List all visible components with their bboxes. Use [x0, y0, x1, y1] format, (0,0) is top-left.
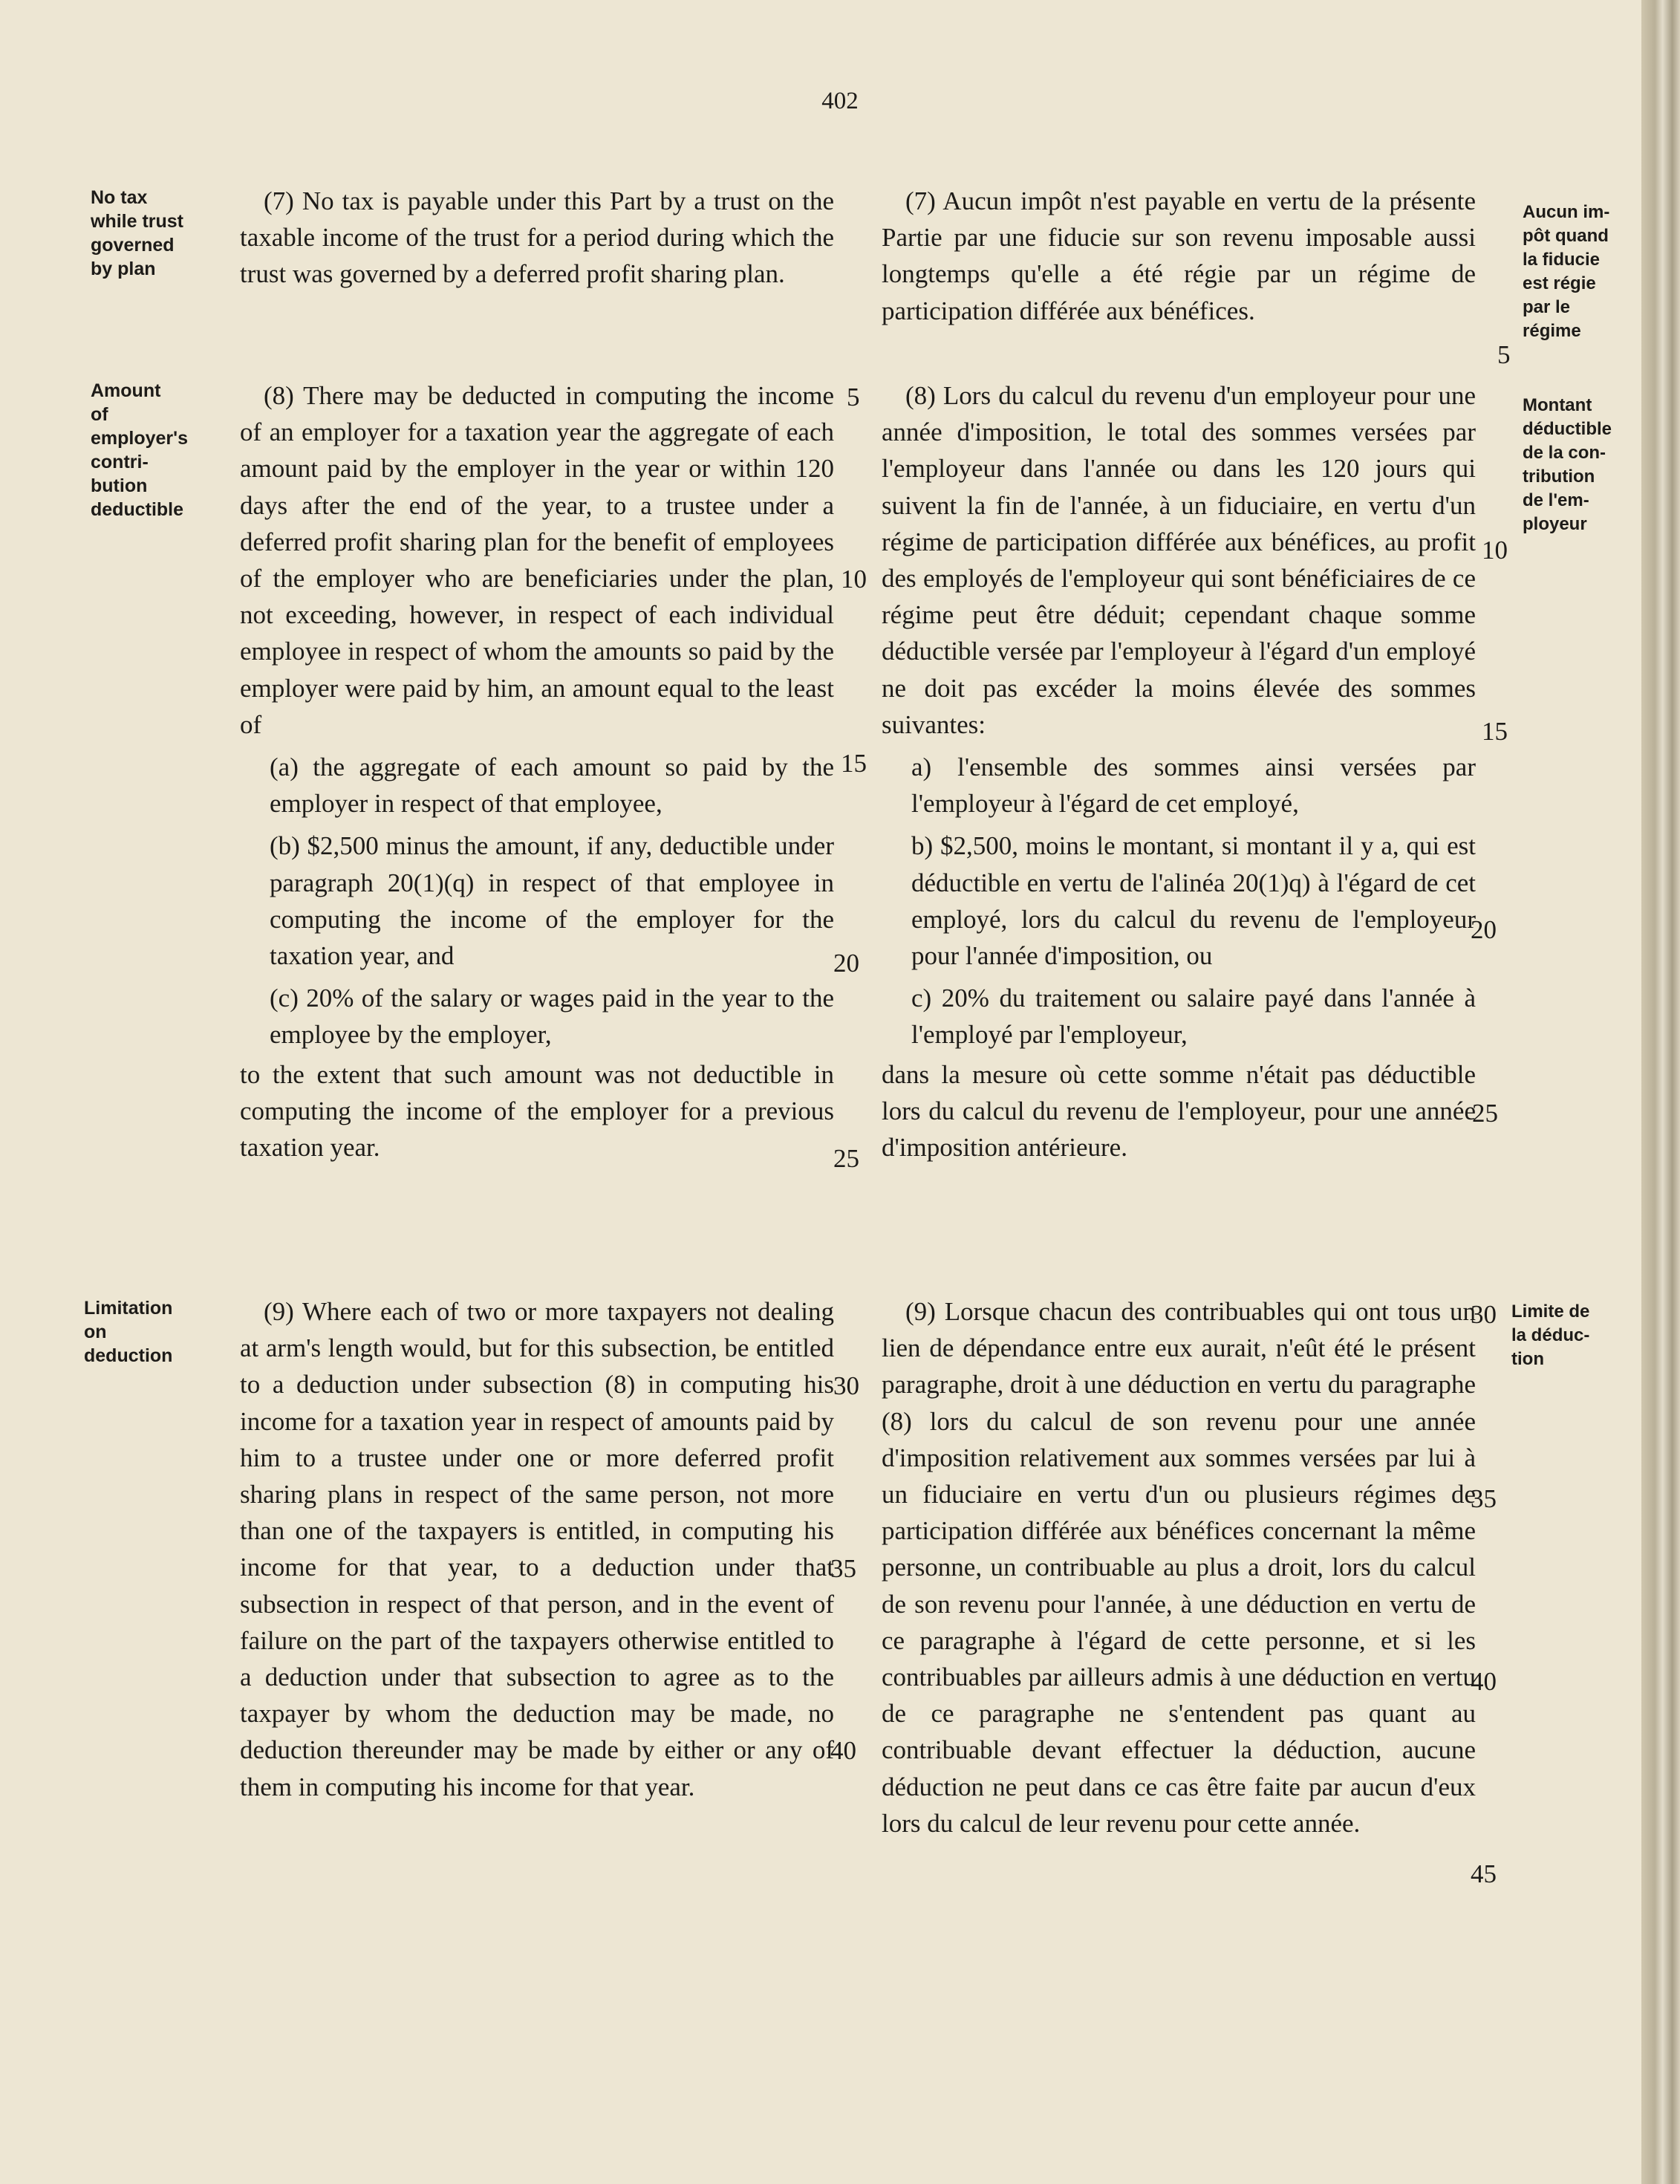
english-section-7 — [240, 183, 834, 293]
line-number-fr: 35 — [1471, 1484, 1497, 1513]
line-number-en: 20 — [833, 949, 859, 978]
line-number-fr: 15 — [1482, 717, 1508, 746]
french-section-8 — [882, 377, 1476, 1166]
line-number-en: 10 — [841, 565, 867, 594]
page-edge — [1641, 0, 1680, 2184]
line-number-fr: 40 — [1471, 1667, 1497, 1696]
margin-note-en-7: No tax while trust governed by plan — [91, 187, 184, 279]
french-section-7 — [882, 183, 1476, 329]
fr-subsection-8-closing: dans la mesure où cette somme n'était pas déductible lors du calcul du revenu de l'employeur, pour une année d'imposition antérieure. — [882, 1059, 1476, 1163]
fr-paragraph-a: a) l'ensemble des sommes ainsi versées par l'employeur à l'égard de cet employé, — [911, 753, 1476, 819]
fr-paragraph-b: b) $2,500, moins le montant, si montant il y a, qui est déductible en vertu de l'alinéa 20(1)q) à l'égard de cet employé, lors du calcul du revenu de l'employeur pour l'année d'imposition, ou — [911, 831, 1476, 971]
en-subsection-8-closing: to the extent that such amount was not deductible in computing the income of the employer for a previous taxation year. — [240, 1059, 834, 1163]
margin-note-en-8: Amount of employer's contri- bution deductible — [91, 380, 189, 520]
en-subsection-8: (8) There may be deducted in computing the income of an employer for a taxation year the aggregate of each amount paid by the employer in the year or within 120 days after the end of the year, to a trustee under a deferred profit sharing plan for the benefit of employees of the employer who are beneficiaries under the plan, not exceeding, however, in respect of each individual employee in respect of whom the amounts so paid by the employer were paid by him, an amount equal to the least of — [240, 381, 834, 739]
line-number-en: 35 — [830, 1554, 856, 1583]
fr-subsection-7: (7) Aucun impôt n'est payable en vertu de la présente Partie par une fiducie sur son revenu imposable aussi longtemps qu'elle a été régie par un régime de participation différée aux bénéfices. — [882, 186, 1476, 325]
en-subsection-7: (7) No tax is payable under this Part by a trust on the taxable income of the trust for a period during which the trust was governed by a deferred profit sharing plan. — [240, 186, 834, 289]
margin-note-en-9: Limitation on deduction — [84, 1298, 173, 1366]
line-number-fr: 5 — [1497, 340, 1511, 369]
line-number-en: 40 — [830, 1736, 856, 1765]
fr-subsection-9: (9) Lorsque chacun des contribuables qui ont tous un lien de dépendance entre eux aurait, n'eût été le présent paragraphe, droit à une déduction en vertu du paragraphe (8) lors du calcul de son revenu pour une année d'imposition relativement aux sommes versées par lui à un fiduciaire en vertu d'un ou plusieurs régimes de participation différée aux bénéfices concernant la même personne, un contribuable au plus a droit, lors du calcul de son revenu pour l'année, à une déduction en vertu de ce paragraphe à l'égard de cette personne, et si les contribuables par ailleurs admis à une déduction en vertu de ce paragraphe ne s'entendent pas quant au contribuable devant effectuer la déduction, aucune déduction ne peut dans ce cas être faite par aucun d'eux lors du calcul de leur revenu pour cette année. — [882, 1297, 1476, 1838]
line-number-fr: 20 — [1471, 915, 1497, 944]
line-number-en: 30 — [833, 1371, 859, 1400]
line-number-fr: 25 — [1472, 1099, 1498, 1128]
fr-subsection-8: (8) Lors du calcul du revenu d'un employeur pour une année d'imposition, le total des sommes versées par l'employeur dans l'année ou dans les 120 jours qui suivent la fin de l'année, à un fiduciaire, en vertu d'un régime de participation différée aux bénéfices, au profit des employés de l'employeur qui sont bénéficiaires de ce régime peut être déduit; cependant chaque somme déductible versée par l'employeur à l'égard d'un employé ne doit pas excéder la moins élevée des sommes suivantes: — [882, 381, 1476, 739]
english-section-9 — [240, 1293, 834, 1805]
page-number: 402 — [821, 88, 859, 114]
line-number-fr: 45 — [1471, 1859, 1497, 1888]
line-number-en: 15 — [841, 749, 867, 778]
line-number-en: 25 — [833, 1144, 859, 1173]
line-number-fr: 30 — [1471, 1300, 1497, 1329]
margin-note-fr-9: Limite de la déduc- tion — [1511, 1301, 1590, 1369]
line-number-fr: 10 — [1482, 536, 1508, 565]
en-paragraph-b: (b) $2,500 minus the amount, if any, deductible under paragraph 20(1)(q) in respect of that employee in computing the income of the employer for the taxation year, and — [270, 831, 834, 971]
margin-note-fr-8: Montant déductible de la con- tribution de l'em- ployeur — [1523, 395, 1612, 534]
en-paragraph-a: (a) the aggregate of each amount so paid by the employer in respect of that employee, — [270, 753, 834, 819]
fr-paragraph-c: c) 20% du traitement ou salaire payé dans l'année à l'employé par l'employeur, — [911, 984, 1476, 1050]
en-paragraph-c: (c) 20% of the salary or wages paid in the year to the employee by the employer, — [270, 984, 834, 1050]
french-section-9 — [882, 1293, 1476, 1842]
english-section-8 — [240, 377, 834, 1166]
en-subsection-9: (9) Where each of two or more taxpayers not dealing at arm's length would, but for this subsection, be entitled to a deduction under subsection (8) in computing his income for a taxation year in respect of amounts paid by him to a trustee under one or more deferred profit sharing plans in respect of the same person, not more than one of the taxpayers is entitled, in computing his income for that year, to a deduction under that subsection in respect of that person, and in the event of failure on the part of the taxpayers otherwise entitled to a deduction under that subsection to agree as to the taxpayer by whom the deduction may be made, no deduction thereunder may be made by either or any of them in computing his income for that year. — [240, 1297, 834, 1801]
line-number-en: 5 — [847, 383, 860, 412]
margin-note-fr-7: Aucun im- pôt quand la fiducie est régie par le régime — [1523, 202, 1610, 341]
